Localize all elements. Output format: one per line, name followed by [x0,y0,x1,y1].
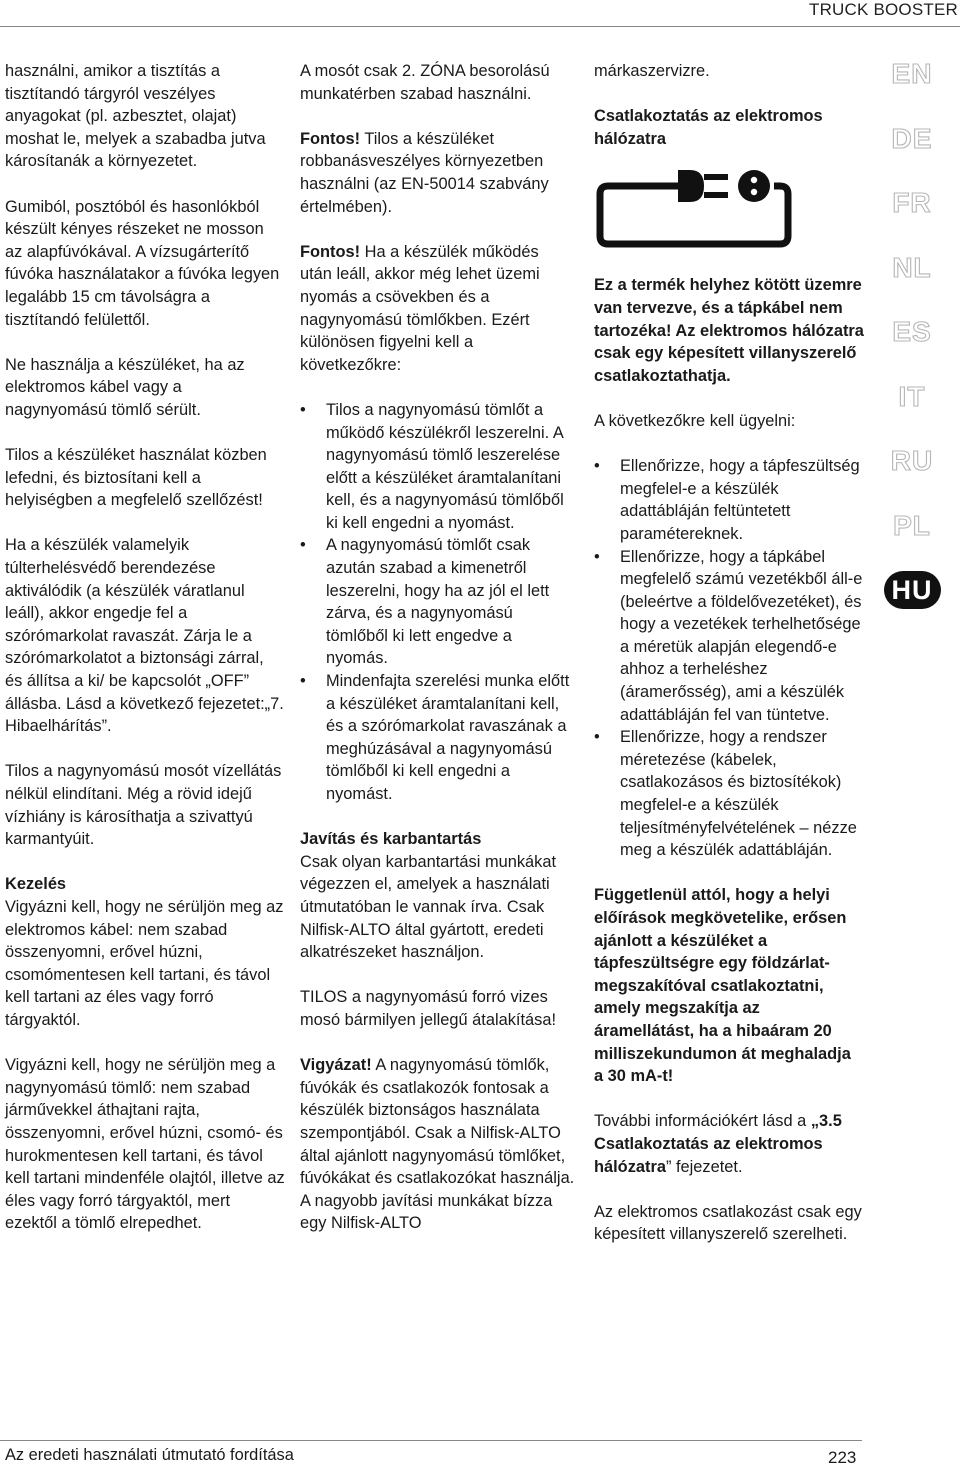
list-item: • Ellenőrizze, hogy a tápkábel megfelelő számú vezetékből áll-e (beleértve a földelővezetéket), és hogy a vezetékek terhelhetősége a méretük alapján elegendő-e ahhoz a terheléshez (áramerősség), ami a készülék adattábláján fel van tüntetve. [594,546,864,727]
language-tab-en[interactable]: EN [891,58,933,89]
column-3 [594,60,864,1269]
list-item: • Mindenfajta szerelési munka előtt a készüléket áramtalanítani kell, és a szórómarkolat ravaszának a meghúzásával a nagynyomású tömlőből ki kell engedni a nyomást. [300,670,575,806]
warning-label: Fontos! [300,242,361,261]
language-tab-pl[interactable]: PL [893,509,931,541]
paragraph: Vigyázni kell, hogy ne sérüljön meg a nagynyomású tömlő: nem szabad járművekkel áthajtani rajta, összenyomni, erővel húzni, csomó- és hurokmentesen kell tartani, és távol kell tartani mindenféle olajtól, illetve az éles vagy forró tárgyaktól, mert ezektől a tömlő elrepedhet. [5,1056,285,1233]
notice-bold: Függetlenül attól, hogy a helyi előírások megkövetelike, erősen ajánlott a készüléket a tápfeszültségre egy földzárlat-megszakítóval csatlakoztatni, amely megszakítja az áramellátást, ha a hibaáram 20 milliszekundumon át meghaladja a 30 mA-t! [594,886,851,1086]
header-divider [0,26,960,27]
language-tab-it[interactable]: IT [898,380,926,412]
list-item: • Ellenőrizze, hogy a tápfeszültség megfelel-e a készülék adattábláján feltüntetett paramétereknek. [594,455,864,545]
footer-divider [0,1440,862,1441]
cross-reference: További információkért lásd a „3.5 Csatlakoztatás az elektromos hálózatra” fejezetet. [594,1112,842,1176]
list-item: • Tilos a nagynyomású tömlőt a működő készülékről leszerelni. A nagynyomású tömlő leszerelése előtt a készüléket áramtalanítani kell, és a nagynyomású tömlőből ki kell engedni a nyomást. [300,399,575,535]
paragraph: Ha a készülék valamelyik túlterhelésvédő berendezése aktiválódik (a készülék váratlanul leáll), akkor engedje fel a szórómarkolat ravaszát. Zárja le a szórómarkolatot a biztonsági zárral, és állítsa a ki/ be kapcsolót „OFF” állásba. Lásd a következő fejezetet:„7. Hibaelhárítás”. [5,536,284,736]
language-tabs [868,52,956,633]
language-tab-de[interactable]: DE [891,122,933,154]
paragraph: A mosót csak 2. ZÓNA besorolású munkatérben szabad használni. [300,62,550,103]
section-heading-kezeles: Kezelés [5,875,67,894]
warning-label: Fontos! [300,129,361,148]
paragraph: Tilos a nagynyomású mosót vízellátás nélkül elindítani. Még a rövid idejű vízhiány is károsíthatja a szivattyú karmantyúit. [5,762,282,849]
paragraph: Vigyázni kell, hogy ne sérüljön meg az elektromos kábel: nem szabad összenyomni, erővel húzni, csomómentesen kell tartani, és távol kell tartani az éles vagy forró tárgyaktól. [5,897,284,1029]
paragraph: Gumiból, posztóból és hasonlókból készült kényes részeket ne mosson az alapfúvókával. A vízsugárterítő fúvóka használatakor a fúvóka legyen legalább 15 cm távolságra a tisztítandó felülettől. [5,197,280,329]
paragraph: Csak olyan karbantartási munkákat végezzen el, amelyek a használati útmutatóban le vannak írva. Csak Nilfisk-ALTO által gyártott, eredeti alkatrészeket használjon. [300,852,556,962]
caution-label: Vigyázat! [300,1056,372,1075]
paragraph: használni, amikor a tisztítás a tisztítandó tárgyról veszélyes anyagokat (pl. azbesztet, olajat) moshat le, melyek a szabadba jutva károsítanák a környezetet. [5,62,266,171]
page-header [0,0,960,26]
column-2 [300,60,575,1257]
language-tab-nl[interactable]: NL [892,251,932,283]
language-tab-ru[interactable]: RU [890,445,934,476]
list-item: • A nagynyomású tömlőt csak azután szabad a kimenetről leszerelni, hogy ha az jól el lett zárva, és a nagynyomású tömlőből ki lett engedve a nyomás. [300,534,575,670]
language-tab-es[interactable]: ES [892,316,932,347]
header-title: TRUCK BOOSTER [808,0,958,19]
paragraph: Az elektromos csatlakozást csak egy képesített villanyszerelő szerelheti. [594,1202,862,1244]
page-number: 223 [828,1448,857,1467]
paragraph: Tilos a készüléket használat közben lefedni, és biztosítani kell a helyiségben a megfelelő szellőzést! [5,446,267,510]
list-item: • Ellenőrizze, hogy a rendszer méretezése (kábelek, csatlakozásos és biztosítékok) megfelel-e a készülék teljesítményfelvételének – nézze meg a készülék adattábláján. [594,726,864,862]
bullet-list [300,399,575,806]
language-tab-fr[interactable]: FR [892,187,932,218]
section-heading-javitas: Javítás és karbantartás [300,830,482,849]
bullet-list [594,455,864,862]
caution-text: A nagynyomású tömlők, fúvókák és csatlakozók fontosak a készülék biztonságos használata szempontjából. Csak a Nilfisk-ALTO által ajánlott nagynyomású tömlőket, fúvókákat és csatlakozókat használja. [300,1056,575,1188]
warning-text: Ha a készülék működés után leáll, akkor még lehet üzemi nyomás a csövekben és a nagynyomású tömlőkben. Ezért különösen figyelni kell a következőkre: [300,242,540,374]
paragraph: márkaszervizre. [594,62,710,80]
paragraph: A következőkre kell ügyelni: [594,411,796,430]
reference-link[interactable]: „3.5 Csatlakoztatás az elektromos hálózatra [594,1112,842,1176]
column-1 [5,60,285,1257]
warning-paragraph [300,241,575,377]
section-heading-electrical: Csatlakoztatás az elektromos hálózatra [594,107,823,148]
warning-text: Tilos a készüléket robbanásveszélyes környezetben használni (az EN-50014 szabvány értelmében). [300,129,549,216]
paragraph: TILOS a nagynyomású forró vizes mosó bármilyen jellegű átalakítása! [300,988,557,1029]
paragraph: A nagyobb javítási munkákat bízza egy Nilfisk-ALTO [300,1191,553,1233]
caution-paragraph [300,1054,575,1190]
power-plug-icon [594,164,794,254]
language-tab-hu-active[interactable]: HU [868,568,956,633]
notice-bold: Ez a termék helyhez kötött üzemre van tervezve, és a tápkábel nem tartozéka! Az elektromos hálózatra csak egy képesített villanyszerelő csatlakoztathatja. [594,276,864,385]
footer-text: Az eredeti használati útmutató fordítása [5,1446,294,1464]
paragraph: Ne használja a készüléket, ha az elektromos kábel vagy a nagynyomású tömlő sérült. [5,355,245,419]
warning-paragraph [300,128,575,218]
